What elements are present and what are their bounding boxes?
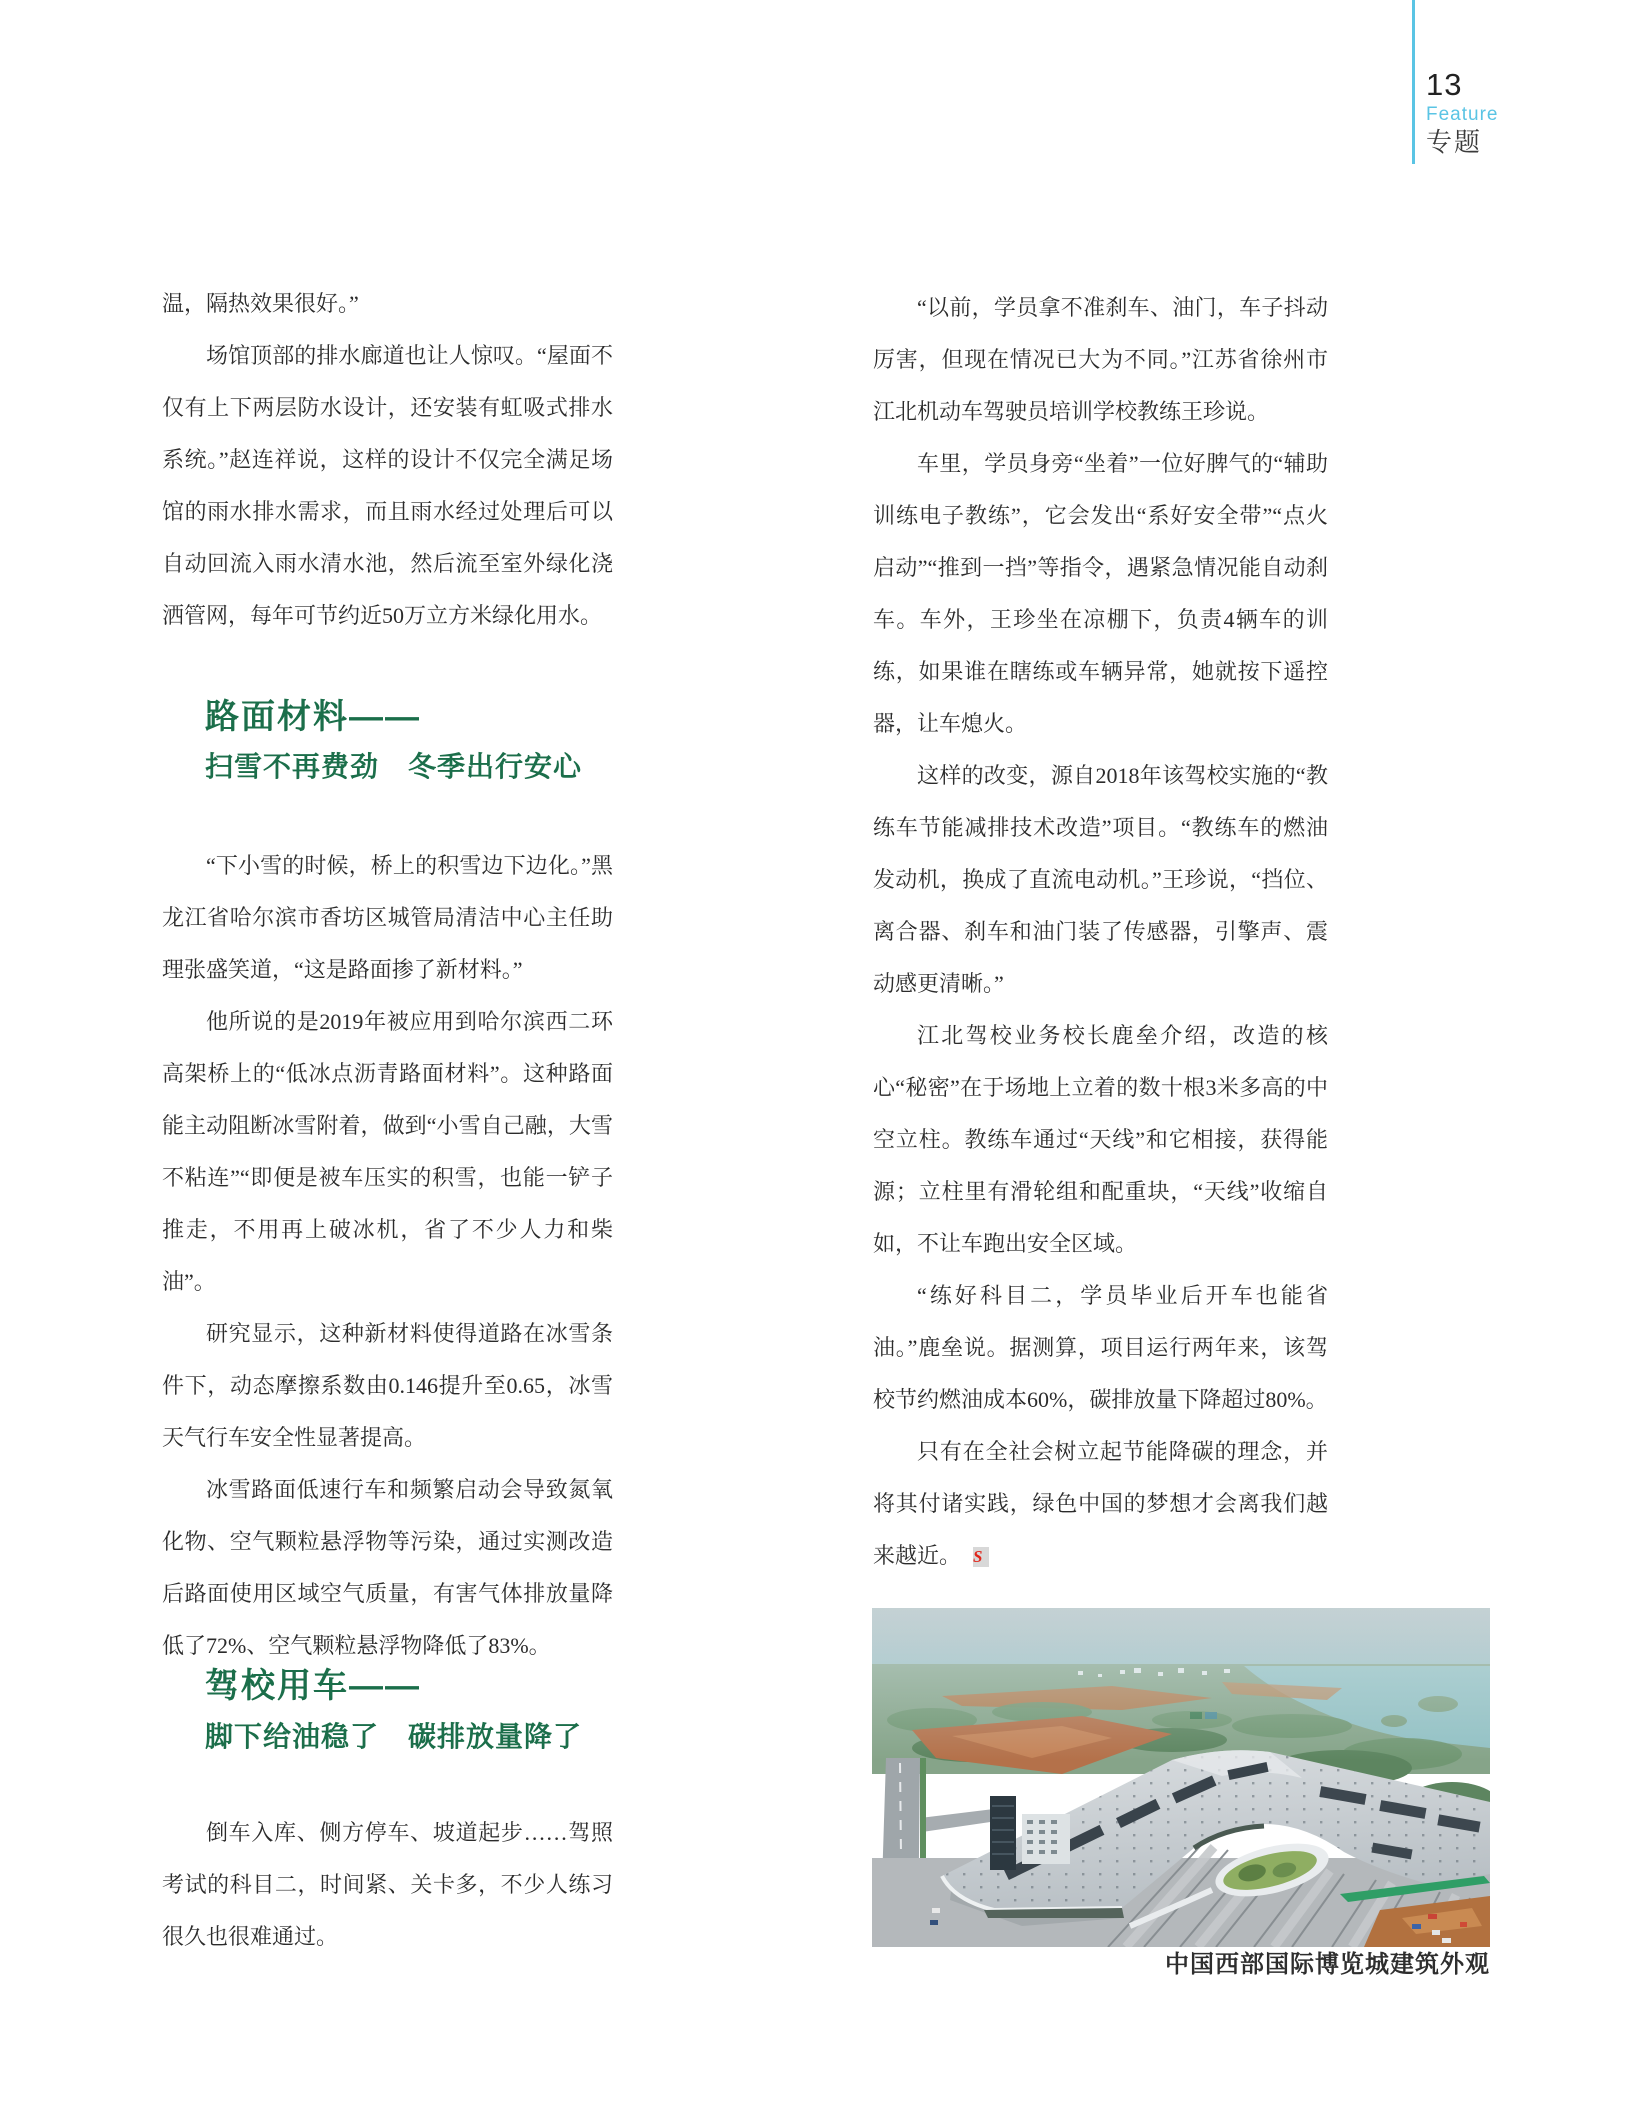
paragraph-text: 只有在全社会树立起节能降碳的理念，并将其付诸实践，绿色中国的梦想才会离我们越来越近。	[873, 1439, 1328, 1568]
section-label-zh: 专题	[1426, 127, 1483, 157]
paragraph: “练好科目二，学员毕业后开车也能省油。”鹿垒说。据测算，项目运行两年来，该驾校节约燃油成本60%，碳排放量下降超过80%。	[873, 1283, 1328, 1412]
left-column-middle	[162, 840, 613, 1672]
paragraph: 江北驾校业务校长鹿垒介绍，改造的核心“秘密”在于场地上立着的数十根3米多高的中空立柱。教练车通过“天线”和它相接，获得能源；立柱里有滑轮组和配重块，“天线”收缩自如，不让车跑出安全区域。	[873, 1023, 1328, 1256]
left-column-bottom	[162, 1807, 613, 1963]
photo-caption: 中国西部国际博览城建筑外观	[1165, 1951, 1490, 1978]
paragraph: 冰雪路面低速行车和频繁启动会导致氮氧化物、空气颗粒悬浮物等污染，通过实测改造后路面使用区域空气质量，有害气体排放量降低了72%、空气颗粒悬浮物降低了83%。	[162, 1477, 613, 1658]
section-heading-driving-school: 驾校用车——	[205, 1667, 421, 1705]
right-column	[873, 282, 1328, 1582]
section-subheading-driving-school: 脚下给油稳了 碳排放量降了	[205, 1721, 583, 1752]
paragraph: 温，隔热效果很好。”	[162, 291, 359, 316]
section-subheading-road-material: 扫雪不再费劲 冬季出行安心	[205, 751, 583, 782]
page-header	[1426, 68, 1606, 157]
paragraph: 车里，学员身旁“坐着”一位好脾气的“辅助训练电子教练”，它会发出“系好安全带”“点火启动”“推到一挡”等指令，遇紧急情况能自动刹车。车外，王珍坐在凉棚下，负责4辆车的训练，如果谁在瞎练或车辆异常，她就按下遥控器，让车熄火。	[873, 451, 1328, 736]
header-accent-rule	[1412, 0, 1415, 164]
paragraph: 场馆顶部的排水廊道也让人惊叹。“屋面不仅有上下两层防水设计，还安装有虹吸式排水系统。”赵连祥说，这样的设计不仅完全满足场馆的雨水排水需求，而且雨水经过处理后可以自动回流入雨水清水池，然后流至室外绿化浇洒管网，每年可节约近50万立方米绿化用水。	[162, 343, 613, 628]
expo-city-aerial-photo-art	[872, 1608, 1490, 1947]
page-number: 13	[1426, 67, 1463, 102]
paragraph: “以前，学员拿不准刹车、油门，车子抖动厉害，但现在情况已大为不同。”江苏省徐州市江北机动车驾驶员培训学校教练王珍说。	[873, 295, 1328, 424]
section-heading-road-material: 路面材料——	[205, 698, 421, 736]
section-label-en: Feature	[1426, 104, 1499, 125]
paragraph: 他所说的是2019年被应用到哈尔滨西二环高架桥上的“低冰点沥青路面材料”。这种路面能主动阻断冰雪附着，做到“小雪自己融，大雪不粘连”“即便是被车压实的积雪，也能一铲子推走，不用再上破冰机，省了不少人力和柴油”。	[162, 1009, 613, 1294]
left-column-top	[162, 278, 613, 642]
article-end-mark: S	[973, 1547, 989, 1567]
expo-city-aerial-photo	[872, 1608, 1490, 1947]
paragraph: “下小雪的时候，桥上的积雪边下边化。”黑龙江省哈尔滨市香坊区城管局清洁中心主任助理张盛笑道，“这是路面掺了新材料。”	[162, 853, 613, 982]
paragraph	[873, 1426, 1328, 1582]
paragraph: 研究显示，这种新材料使得道路在冰雪条件下，动态摩擦系数由0.146提升至0.65，冰雪天气行车安全性显著提高。	[162, 1321, 613, 1450]
paragraph: 这样的改变，源自2018年该驾校实施的“教练车节能减排技术改造”项目。“教练车的燃油发动机，换成了直流电动机。”王珍说，“挡位、离合器、刹车和油门装了传感器，引擎声、震动感更清晰。”	[873, 763, 1328, 996]
paragraph: 倒车入库、侧方停车、坡道起步……驾照考试的科目二，时间紧、关卡多，不少人练习很久也很难通过。	[162, 1820, 613, 1949]
